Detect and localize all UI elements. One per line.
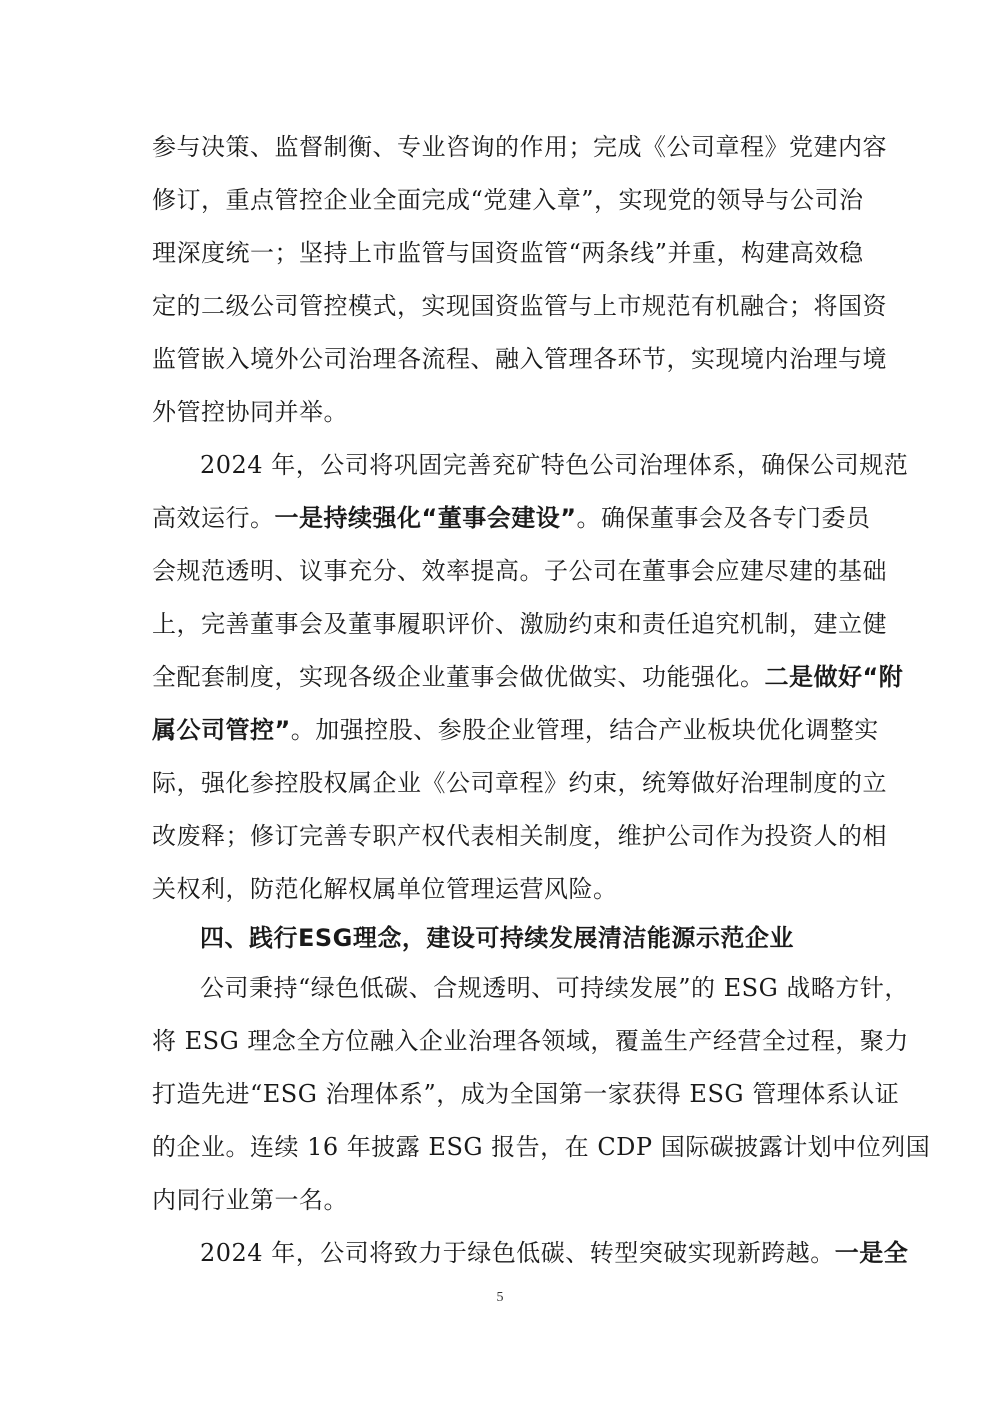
paragraph-3-line-2: 将 ESG 理念全方位融入企业治理各领域，覆盖生产经营全过程，聚力 [152, 1027, 909, 1055]
paragraph-3-line-4: 的企业。连续 16 年披露 ESG 报告，在 CDP 国际碳披露计划中位列国 [152, 1133, 931, 1161]
paragraph-2-text: 。加强控股、参股企业管理，结合产业板块优化调整实 [290, 716, 879, 744]
paragraph-2-text: 高效运行。 [152, 504, 275, 532]
bold-point-two: 二是做好“附 [764, 663, 904, 691]
paragraph-1-line-6: 外管控协同并举。 [152, 398, 348, 426]
paragraph-3-line-5: 内同行业第一名。 [152, 1186, 348, 1214]
paragraph-3-line-1: 公司秉持“绿色低碳、合规透明、可持续发展”的 ESG 战略方针， [200, 974, 909, 1002]
bold-point-one: 一是全 [834, 1239, 909, 1267]
paragraph-2-text: 全配套制度，实现各级企业董事会做优做实、功能强化。 [152, 663, 765, 691]
paragraph-2-line-7: 际，强化参控股权属企业《公司章程》约束，统筹做好治理制度的立 [152, 769, 887, 797]
section-heading-4: 四、践行ESG理念，建设可持续发展清洁能源示范企业 [200, 924, 794, 952]
paragraph-2-line-1: 2024 年，公司将巩固完善兖矿特色公司治理体系，确保公司规范 [200, 451, 909, 479]
paragraph-1-line-5: 监管嵌入境外公司治理各流程、融入管理各环节，实现境内治理与境 [152, 345, 887, 373]
paragraph-1-line-4: 定的二级公司管控模式，实现国资监管与上市规范有机融合；将国资 [152, 292, 887, 320]
paragraph-2-line-9: 关权利，防范化解权属单位管理运营风险。 [152, 875, 618, 903]
paragraph-2-line-5 [152, 657, 904, 697]
paragraph-4-text: 2024 年，公司将致力于绿色低碳、转型突破实现新跨越。 [200, 1239, 835, 1267]
paragraph-1-line-3: 理深度统一；坚持上市监管与国资监管“两条线”并重，构建高效稳 [152, 239, 864, 267]
paragraph-2-text: 。确保董事会及各专门委员 [576, 504, 871, 532]
paragraph-2-line-6 [152, 710, 879, 750]
paragraph-3-line-3: 打造先进“ESG 治理体系”，成为全国第一家获得 ESG 管理体系认证 [152, 1080, 900, 1108]
paragraph-2-line-8: 改废释；修订完善专职产权代表相关制度，维护公司作为投资人的相 [152, 822, 887, 850]
page-number: 5 [496, 1290, 504, 1305]
paragraph-1-line-1: 参与决策、监督制衡、专业咨询的作用；完成《公司章程》党建内容 [152, 133, 887, 161]
paragraph-2-line-3: 会规范透明、议事充分、效率提高。子公司在董事会应建尽建的基础 [152, 557, 887, 585]
paragraph-2-line-4: 上，完善董事会及董事履职评价、激励约束和责任追究机制，建立健 [152, 610, 887, 638]
paragraph-2-line-2 [152, 498, 871, 538]
bold-point-one: 一是持续强化“董事会建设” [274, 504, 577, 532]
paragraph-1-line-2: 修订，重点管控企业全面完成“党建入章”，实现党的领导与公司治 [152, 186, 864, 214]
paragraph-4-line-1 [200, 1233, 909, 1273]
bold-point-two-cont: 属公司管控” [152, 716, 291, 744]
